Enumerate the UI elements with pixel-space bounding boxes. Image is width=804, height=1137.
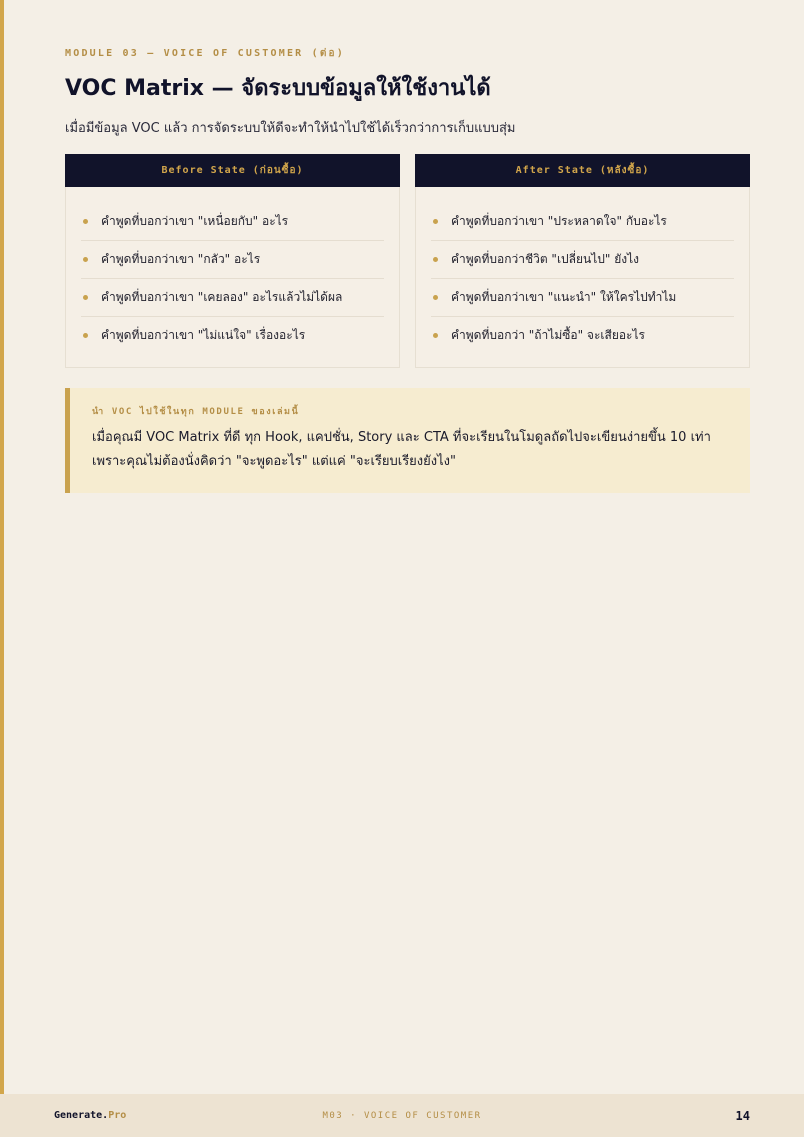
module-eyebrow: MODULE 03 — VOICE OF CUSTOMER (ต่อ) xyxy=(65,48,345,59)
brand-accent: Pro xyxy=(108,1110,127,1121)
list-item xyxy=(431,203,734,241)
page-number: 14 xyxy=(735,1108,750,1123)
list-item xyxy=(431,317,734,354)
bullet-icon xyxy=(433,257,438,262)
list-item xyxy=(81,279,384,317)
footer-section-label: M03 · VOICE OF CUSTOMER xyxy=(322,1110,482,1121)
left-accent-rule xyxy=(0,0,4,1094)
list-item-text: คำพูดที่บอกว่าเขา "กลัว" อะไร xyxy=(101,252,261,266)
list-item xyxy=(81,241,384,279)
before-state-panel xyxy=(65,154,400,368)
list-item-text: คำพูดที่บอกว่าเขา "ไม่แน่ใจ" เรื่องอะไร xyxy=(101,328,306,342)
before-state-list xyxy=(66,187,399,354)
list-item xyxy=(431,279,734,317)
list-item xyxy=(431,241,734,279)
page-title: VOC Matrix — จัดระบบข้อมูลให้ใช้งานได้ xyxy=(65,76,491,101)
after-state-heading: After State (หลังซื้อ) xyxy=(415,154,750,187)
callout-label: นำ VOC ไปใช้ในทุก MODULE ของเล่มนี้ xyxy=(92,407,300,417)
bullet-icon xyxy=(433,295,438,300)
bullet-icon xyxy=(83,295,88,300)
list-item-text: คำพูดที่บอกว่า "ถ้าไม่ซื้อ" จะเสียอะไร xyxy=(451,328,645,342)
page-footer xyxy=(0,1094,804,1137)
callout-note xyxy=(65,388,750,493)
list-item-text: คำพูดที่บอกว่าเขา "เคยลอง" อะไรแล้วไม่ได้ผล xyxy=(101,290,343,304)
list-item xyxy=(81,317,384,354)
bullet-icon xyxy=(433,333,438,338)
list-item-text: คำพูดที่บอกว่าเขา "ประหลาดใจ" กับอะไร xyxy=(451,214,667,228)
bullet-icon xyxy=(83,333,88,338)
callout-body: เมื่อคุณมี VOC Matrix ที่ดี ทุก Hook, แคปชั่น, Story และ CTA ที่จะเรียนในโมดูลถัดไปจะเขียนง่ายขึ้น 10 เท่า เพราะคุณไม่ต้องนั่งคิดว่า "จะพูดอะไร" แต่แค่ "จะเรียบเรียงยังไง" xyxy=(92,430,711,469)
before-state-heading: Before State (ก่อนซื้อ) xyxy=(65,154,400,187)
list-item-text: คำพูดที่บอกว่าเขา "เหนื่อยกับ" อะไร xyxy=(101,214,289,228)
list-item-text: คำพูดที่บอกว่าชีวิต "เปลี่ยนไป" ยังไง xyxy=(451,252,640,266)
after-state-list xyxy=(416,187,749,354)
list-item xyxy=(81,203,384,241)
bullet-icon xyxy=(83,219,88,224)
after-state-panel xyxy=(415,154,750,368)
bullet-icon xyxy=(83,257,88,262)
brand-main: Generate. xyxy=(54,1110,109,1121)
list-item-text: คำพูดที่บอกว่าเขา "แนะนำ" ให้ใครไปทำไม xyxy=(451,290,677,304)
page-subtitle: เมื่อมีข้อมูล VOC แล้ว การจัดระบบให้ดีจะทำให้นำไปใช้ได้เร็วกว่าการเก็บแบบสุ่ม xyxy=(65,121,516,136)
bullet-icon xyxy=(433,219,438,224)
